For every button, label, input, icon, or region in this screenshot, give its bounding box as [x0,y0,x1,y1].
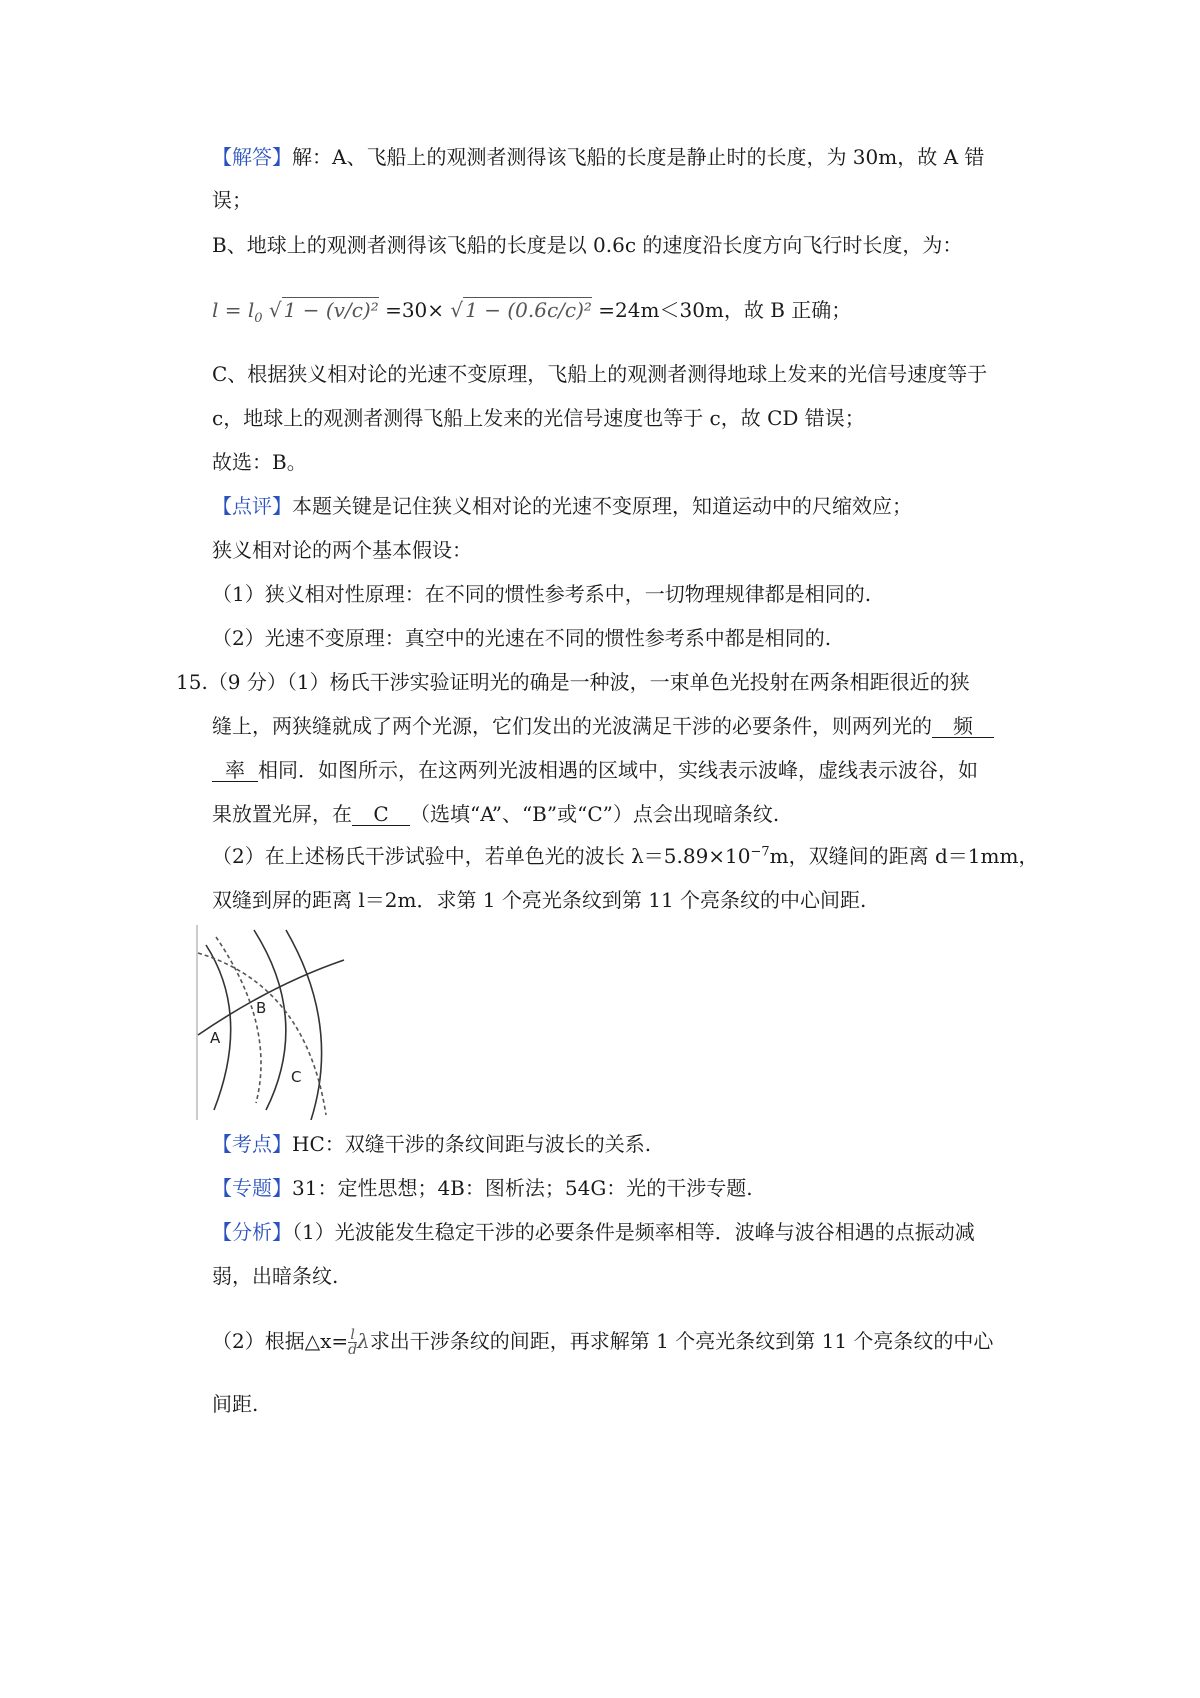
answer-line-5: 故选：B。 [212,450,307,474]
answer-tag: 【解答】 [212,145,292,169]
comment-tag: 【点评】 [212,494,292,518]
kaodian-line: 【考点】HC：双缝干涉的条纹间距与波长的关系. [212,1132,652,1156]
answer-line-1: 【解答】解：A、飞船上的观测者测得该飞船的长度是静止时的长度，为 30m，故 A 错 [212,145,985,169]
answer-line-4: c，地球上的观测者测得飞船上发来的光信号速度也等于 c，故 CD 错误； [212,406,865,430]
fenxi-line-1: 【分析】（1）光波能发生稳定干涉的必要条件是频率相等．波峰与波谷相遇的点振动减 [212,1220,975,1244]
figure-label-c: C [291,1068,302,1086]
comment-line-2: 狭义相对论的两个基本假设： [212,538,472,562]
fenxi-line-3: （2）根据△x= $\frac{l}{d}$ λ求出干涉条纹的间距，再求解第 1 个亮光条纹到第 11 个亮条纹的中心 [212,1327,994,1358]
comment-line-4: （2）光速不变原理：真空中的光速在不同的惯性参考系中都是相同的. [212,626,832,650]
answer-blank-1b: 率 [212,759,258,782]
fraction-l-over-d: $\frac{l}{d}$ [348,1327,358,1358]
question-number: 15. [176,670,208,694]
zhuanti-line: 【专题】31：定性思想；4B：图析法；54G：光的干涉专题. [212,1176,753,1200]
kaodian-tag: 【考点】 [212,1132,292,1156]
comment-line-3: （1）狭义相对性原理：在不同的惯性参考系中，一切物理规律都是相同的. [212,582,872,606]
figure-label-a: A [210,1029,221,1047]
solid-crest-3 [286,930,322,1120]
solid-crest-2 [254,930,286,1110]
answer-formula: $l = l_0$ √ 1 − (v/c)² =30× √ 1 − (0.6c/c)² =24m＜30m，故 B 正确； [212,298,852,326]
figure-label-b: B [256,999,267,1017]
comment-line-1: 【点评】本题关键是记住狭义相对论的光速不变原理，知道运动中的尺缩效应； [212,494,912,518]
answer-blank-2: C [352,803,410,826]
interference-figure [196,925,346,1120]
q15-line-6: 双缝到屏的距离 l＝2m．求第 1 个亮光条纹到第 11 个亮条纹的中心间距. [212,888,867,912]
dashed-trough-1 [216,937,261,1103]
q15-line-1: 15.（9 分）（1）杨氏干涉实验证明光的确是一种波，一束单色光投射在两条相距很近的狭 [176,670,970,694]
fenxi-tag: 【分析】 [212,1220,292,1244]
answer-blank-1a: 频 [932,715,994,738]
fenxi-line-2: 弱，出暗条纹. [212,1264,339,1288]
answer-line-1b: 误； [212,188,252,212]
q15-line-2: 缝上，两狭缝就成了两个光源，它们发出的光波满足干涉的必要条件，则两列光的频 [212,714,1032,738]
q15-line-5: （2）在上述杨氏干涉试验中，若单色光的波长 $\lambda=5.89\times 10^{-7}m$，双缝间的距离 d＝1mm， [212,844,1039,868]
zhuanti-tag: 【专题】 [212,1176,292,1200]
answer-line-3: C、根据狭义相对论的光速不变原理，飞船上的观测者测得地球上发来的光信号速度等于 [212,362,988,386]
q15-line-4: 果放置光屏，在C（选填“A”、“B”或“C”）点会出现暗条纹. [212,802,780,826]
answer-line-2: B、地球上的观测者测得该飞船的长度是以 0.6c 的速度沿长度方向飞行时长度，为： [212,233,963,257]
q15-line-3: 率相同．如图所示，在这两列光波相遇的区域中，实线表示波峰，虚线表示波谷，如 [212,758,1032,782]
fenxi-line-4: 间距. [212,1392,259,1416]
